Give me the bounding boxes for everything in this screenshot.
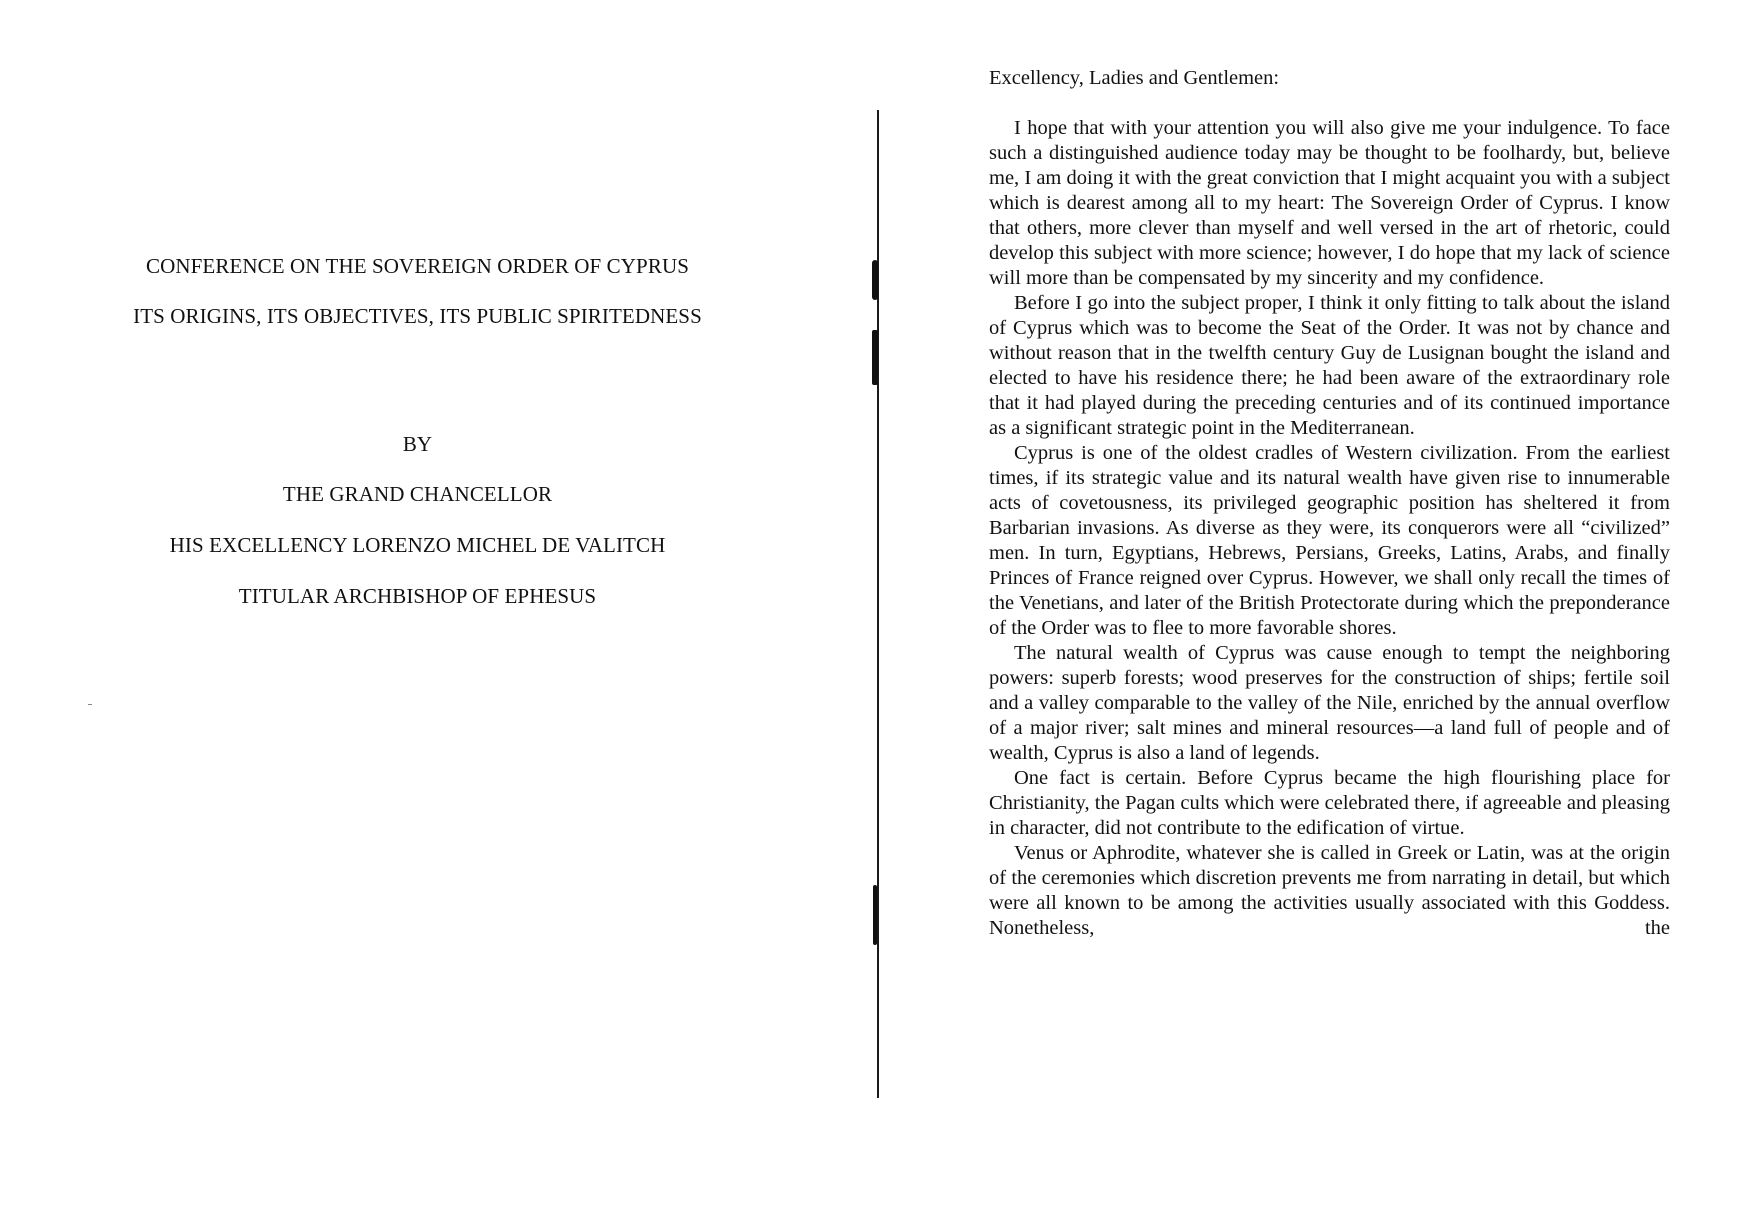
title-line-2: ITS ORIGINS, ITS OBJECTIVES, ITS PUBLIC SPIRITEDNESS [133,304,702,328]
title-line-1: CONFERENCE ON THE SOVEREIGN ORDER OF CYPRUS [146,254,689,278]
salutation: Excellency, Ladies and Gentlemen: [989,67,1280,89]
paragraph-2: Before I go into the subject proper, I think it only fitting to talk about the island of Cyprus which was to become the Seat of the Order. It was not by chance and without reason that in the twelfth century Guy de Lusignan bought the island and elected to have his residence there; he had been aware of the extraordinary role that it had played during the preceding centuries and of its continued importance as a significant strategic point in the Mediterranean. [989,292,1670,439]
author-line-3: TITULAR ARCHBISHOP OF EPHESUS [238,584,597,608]
paragraph-5: One fact is certain. Before Cyprus became the high flourishing place for Christianity, the Pagan cults which were celebrated there, if agreeable and pleasing in character, did not contribute to the edification of virtue. [989,767,1670,839]
gutter-ink-mark [872,330,878,385]
author-line-1: THE GRAND CHANCELLOR [282,482,553,506]
scan-speck [88,704,92,705]
left-page [60,0,775,1212]
right-page [989,66,1670,941]
page-gutter-divider [877,110,879,1098]
paragraph-3: Cyprus is one of the oldest cradles of Western civilization. From the earliest times, if its strategic value and its natural wealth have given rise to innumerable acts of covetousness, its privileged geographic position has sheltered it from Barbarian invasions. As diverse as they were, its conquerors were all “civilized” men. In turn, Egyptians, Hebrews, Persians, Greeks, Latins, Arabs, and finally Princes of France reigned over Cyprus. However, we shall only recall the times of the Venetians, and later of the British Protectorate during which the preponderance of the Order was to flee to more favorable shores. [989,442,1670,639]
paragraph-1: I hope that with your attention you will also give me your indulgence. To face such a distinguished audience today may be thought to be foolhardy, but, believe me, I am doing it with the great conviction that I might acquaint you with a subject which is dearest among all to my heart: The Sovereign Order of Cyprus. I know that others, more clever than myself and well versed in the art of rhetoric, could develop this subject with more science; however, I do hope that my lack of science will more than be compensated by my sincerity and my confidence. [989,117,1670,289]
gutter-ink-mark [872,260,878,300]
byline: BY [402,432,433,456]
gutter-ink-mark [873,885,877,945]
author-line-2: HIS EXCELLENCY LORENZO MICHEL DE VALITCH [169,533,666,557]
paragraph-4: The natural wealth of Cyprus was cause enough to tempt the neighboring powers: superb forests; wood preserves for the construction of ships; fertile soil and a valley comparable to the valley of the Nile, enriched by the annual overflow of a major river; salt mines and mineral resources—a land full of people and of wealth, Cyprus is also a land of legends. [989,642,1670,764]
paragraph-6: Venus or Aphrodite, whatever she is called in Greek or Latin, was at the origin of the ceremonies which discretion prevents me from narrating in detail, but which were all known to be among the activities usually associated with this Goddess. Nonetheless, the [989,842,1670,939]
